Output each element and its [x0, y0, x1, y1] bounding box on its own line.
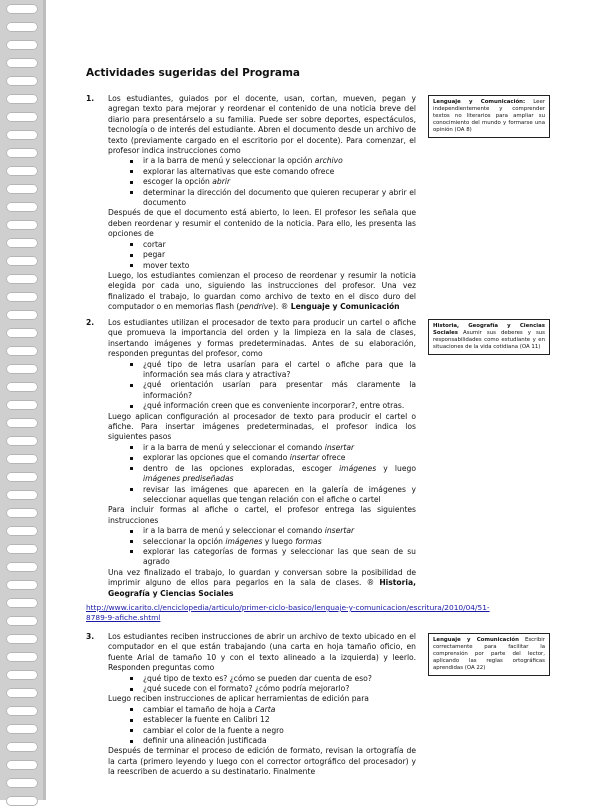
activity-3	[86, 632, 416, 778]
binding-hole	[6, 436, 38, 446]
activity-2	[86, 318, 416, 599]
list-item: cambiar el color de la fuente a negro	[108, 726, 416, 736]
bullet-list	[108, 705, 416, 747]
binding-hole	[6, 598, 38, 608]
list-item: ¿qué tipo de letra usarían para el cartel o afiche para que la información sea más clara y atractiva?	[108, 360, 416, 381]
binding-hole	[6, 202, 38, 212]
binding-hole	[6, 292, 38, 302]
binding-hole	[6, 166, 38, 176]
activity-middle: Después de que el documento está abierto, lo leen. El profesor les señala que deben reordenar y resumir el contenido de la noticia. Para ello, les presenta las opciones de	[108, 208, 416, 239]
binding-hole	[6, 616, 38, 626]
list-item: explorar las alternativas que este comando ofrece	[108, 167, 416, 177]
list-item: establecer la fuente en Calibri 12	[108, 715, 416, 725]
list-item: ¿qué información creen que es conveniente incorporar?, entre otras.	[108, 401, 416, 411]
binding-hole	[6, 184, 38, 194]
side-note-2: Historia, Geografía y Ciencias Sociales Asumir sus deberes y sus responsabilidades como estudiante y en situaciones de la vida cotidiana (OA 11)	[428, 319, 550, 355]
binding-hole	[6, 724, 38, 734]
binding-hole	[6, 400, 38, 410]
list-item: ir a la barra de menú y seleccionar la opción archivo	[108, 156, 416, 166]
spiral-binding	[0, 0, 46, 800]
list-item: definir una alineación justificada	[108, 736, 416, 746]
activity-1	[86, 94, 416, 313]
activity-intro: Los estudiantes utilizan el procesador de texto para producir un cartel o afiche que promueva la importancia del orden y la limpieza en la sala de clases, insertando imágenes y formas predeterminadas. Antes de su elaboración, responden preguntas del profesor, como	[108, 318, 416, 359]
binding-hole	[6, 688, 38, 698]
binding-hole	[6, 418, 38, 428]
binding-hole	[6, 778, 38, 788]
binding-hole	[6, 22, 38, 32]
list-item: escoger la opción abrir	[108, 177, 416, 187]
activity-number: 3.	[86, 632, 95, 641]
list-item: pegar	[108, 250, 416, 260]
bullet-list	[108, 240, 416, 271]
list-item: determinar la dirección del documento que quieren recuperar y abrir el documento	[108, 188, 416, 209]
list-item: seleccionar la opción imágenes y luego formas	[108, 537, 416, 547]
list-item: revisar las imágenes que aparecen en la galería de imágenes y seleccionar aquellas que tengan relación con el afiche o cartel	[108, 485, 416, 506]
bullet-list	[108, 360, 416, 412]
list-item: ¿qué tipo de texto es? ¿cómo se pueden dar cuenta de eso?	[108, 674, 416, 684]
list-item: explorar las categorías de formas y seleccionar las que sean de su agrado	[108, 547, 416, 568]
binding-hole	[6, 742, 38, 752]
binding-hole	[6, 148, 38, 158]
bullet-list	[108, 443, 416, 505]
activity-closing: Una vez finalizado el trabajo, lo guardan y conversan sobre la posibilidad de imprimir alguno de ellos para pegarlos en la sala de clases. ® Historia, Geografía y Ciencias Sociales	[108, 567, 416, 598]
reference-link[interactable]: http://www.icarito.cl/enciclopedia/articulo/primer-ciclo-basico/lenguaje-y-comunicacion/escritura/2010/04/51-8789-9-afiche.shtml	[86, 603, 490, 622]
binding-hole	[6, 112, 38, 122]
activity-closing: Luego, los estudiantes comienzan el proceso de reordenar y resumir la noticia elegida por cada uno, siguiendo las instrucciones del profesor. Una vez finalizado el trabajo, lo guardan como archivo de texto en el disco duro del computador o en memorias flash (pendrive). ® Lenguaje y Comunicación	[108, 270, 416, 312]
binding-hole	[6, 670, 38, 680]
binding-hole	[6, 310, 38, 320]
binding-hole	[6, 274, 38, 284]
list-item: mover texto	[108, 261, 416, 271]
page-title: Actividades sugeridas del Programa	[86, 67, 300, 79]
bullet-list	[108, 526, 416, 568]
binding-hole	[6, 796, 38, 806]
binding-hole	[6, 454, 38, 464]
activity-middle-2: Para incluir formas al afiche o cartel, el profesor entrega las siguientes instrucciones	[108, 505, 416, 525]
binding-hole	[6, 364, 38, 374]
list-item: ir a la barra de menú y seleccionar el comando insertar	[108, 443, 416, 453]
activity-number: 1.	[86, 94, 95, 103]
binding-hole	[6, 706, 38, 716]
binding-hole	[6, 562, 38, 572]
bullet-list	[108, 674, 416, 695]
binding-edge	[43, 0, 46, 800]
binding-hole	[6, 346, 38, 356]
list-item: explorar las opciones que el comando insertar ofrece	[108, 453, 416, 463]
activity-intro: Los estudiantes reciben instrucciones de abrir un archivo de texto ubicado en el computador en el que están trabajando (una carta en hoja tamaño oficio, en fuente Arial de tamaño 10 y con el texto alineado a la izquierda) y leerlo. Responden preguntas como	[108, 632, 416, 673]
binding-hole	[6, 256, 38, 266]
list-item: dentro de las opciones exploradas, escoger imágenes y luego imágenes prediseñadas	[108, 464, 416, 485]
binding-hole	[6, 220, 38, 230]
activity-middle: Luego aplican configuración al procesador de texto para producir el cartel o afiche. Para insertar imágenes predeterminadas, el profesor indica los siguientes pasos	[108, 411, 416, 442]
activity-intro: Los estudiantes, guiados por el docente, usan, cortan, mueven, pegan y agregan texto para mejorar y reordenar el contenido de una noticia breve del diario para presentárselo a su familia. Puede ser sobre deportes, espectáculos, tecnología o de interés del estudiante. Abren el documento desde un archivo de texto (previamente cargado en el escritorio por el docente). Para comenzar, el profesor indica instrucciones como	[108, 94, 416, 156]
bullet-list	[108, 156, 416, 208]
list-item: ¿qué orientación usarían para presentar más claramente la información?	[108, 380, 416, 401]
list-item: ir a la barra de menú y seleccionar el comando insertar	[108, 526, 416, 536]
binding-hole	[6, 544, 38, 554]
activity-middle: Luego reciben instrucciones de aplicar herramientas de edición para	[108, 694, 369, 704]
list-item: cambiar el tamaño de hoja a Carta	[108, 705, 416, 715]
binding-hole	[6, 76, 38, 86]
binding-hole	[6, 634, 38, 644]
binding-hole	[6, 580, 38, 590]
binding-hole	[6, 490, 38, 500]
side-note-3: Lenguaje y Comunicación Escribir correctamente para facilitar la comprensión por parte del lector, aplicando las reglas ortográficas aprendidas (OA 22)	[428, 633, 550, 676]
binding-hole	[6, 94, 38, 104]
binding-hole	[6, 760, 38, 770]
binding-hole	[6, 652, 38, 662]
binding-hole	[6, 526, 38, 536]
binding-hole	[6, 40, 38, 50]
list-item: ¿qué sucede con el formato? ¿cómo podría mejorarlo?	[108, 684, 416, 694]
binding-hole	[6, 58, 38, 68]
activity-number: 2.	[86, 318, 95, 327]
binding-hole	[6, 4, 38, 14]
binding-hole	[6, 382, 38, 392]
binding-hole	[6, 238, 38, 248]
list-item: cortar	[108, 240, 416, 250]
binding-hole	[6, 130, 38, 140]
binding-hole	[6, 508, 38, 518]
side-note-1: Lenguaje y Comunicación: Leer independientemente y comprender textos no literarios para ampliar su conocimiento del mundo y formarse una opinión (OA 8)	[428, 95, 550, 138]
binding-hole	[6, 328, 38, 338]
binding-hole	[6, 472, 38, 482]
activity-closing: Después de terminar el proceso de edición de formato, revisan la ortografía de la carta (primero leyendo y luego con el corrector ortográfico del procesador) y la reescriben de acuerdo a su destinatario. Finalmente	[108, 746, 416, 777]
